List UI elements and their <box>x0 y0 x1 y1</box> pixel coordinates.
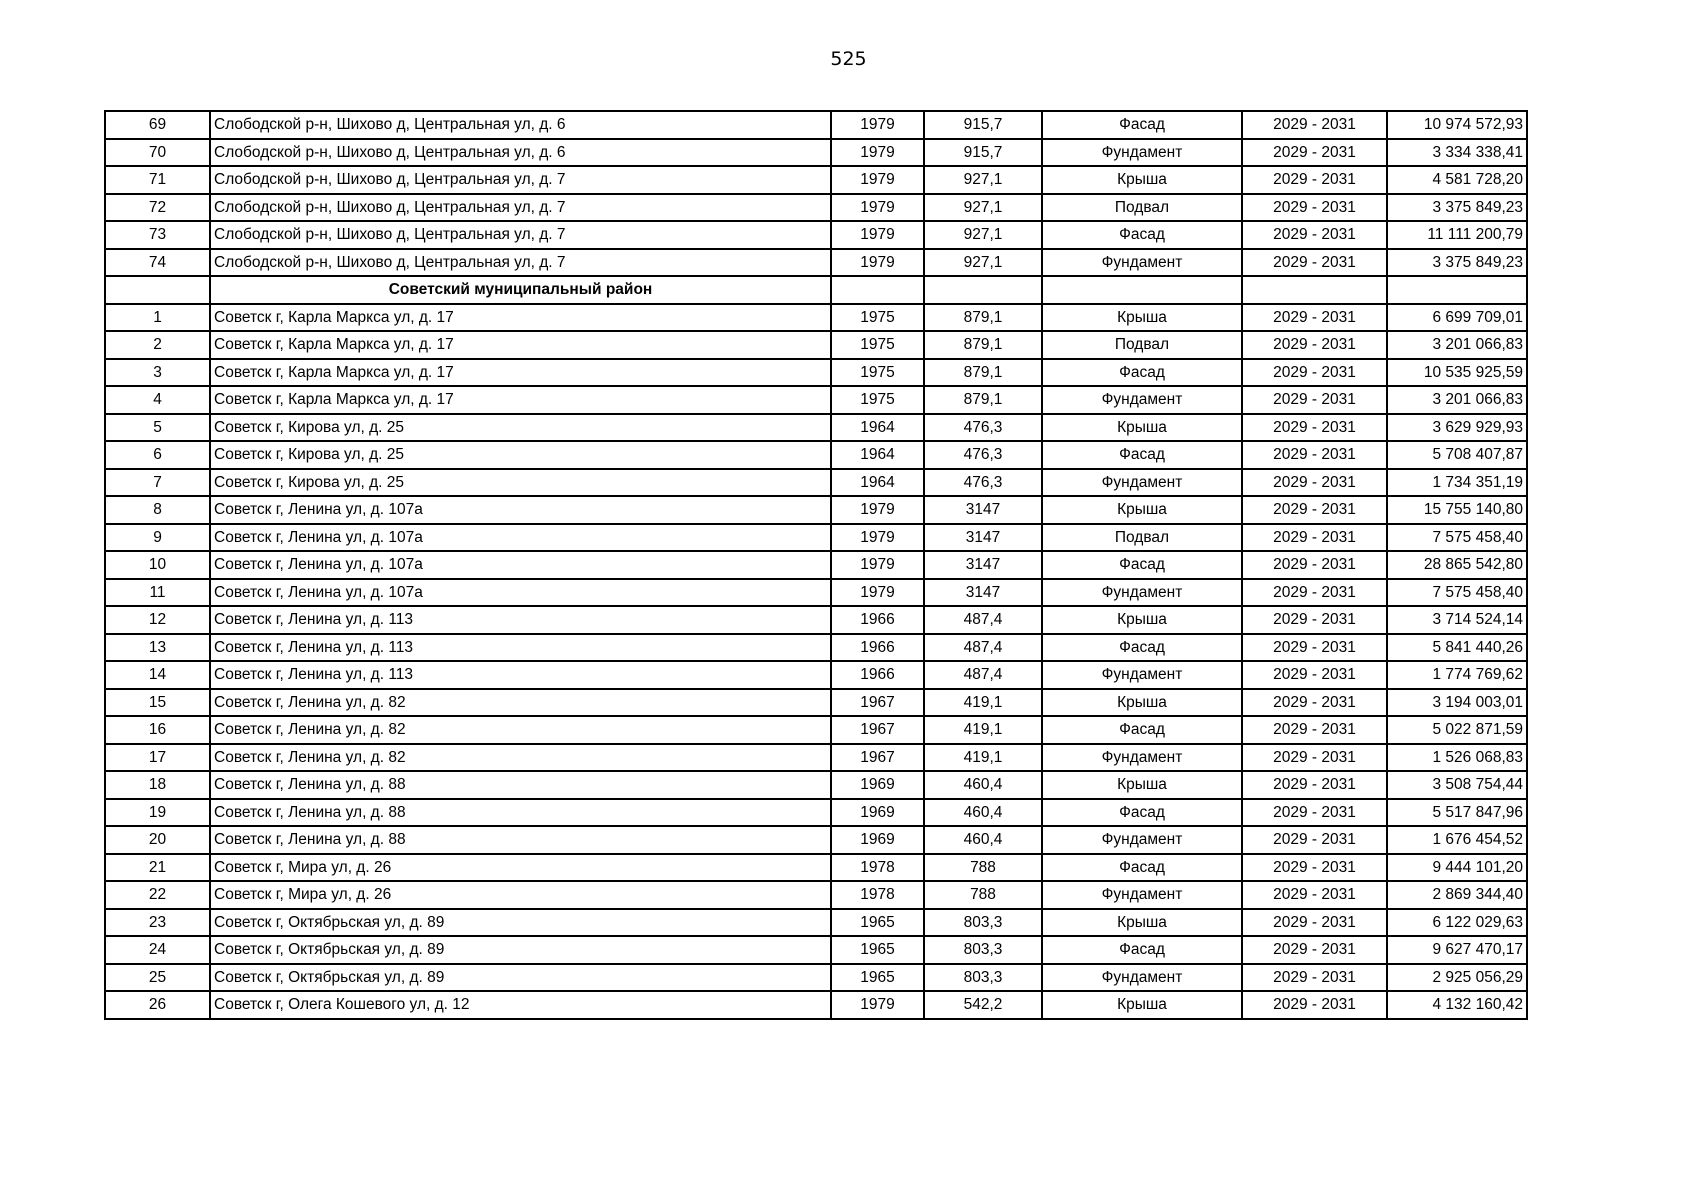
work-type-cell: Фасад <box>1042 359 1242 387</box>
area-cell: 788 <box>924 854 1042 882</box>
table-row <box>105 496 1527 524</box>
address-cell: Советск г, Олега Кошевого ул, д. 12 <box>210 991 831 1019</box>
year-cell: 1979 <box>831 221 924 249</box>
period-cell: 2029 - 2031 <box>1242 634 1387 662</box>
address-cell: Советск г, Ленина ул, д. 88 <box>210 799 831 827</box>
address-cell: Слободской р-н, Шихово д, Центральная ул, д. 6 <box>210 111 831 139</box>
period-cell: 2029 - 2031 <box>1242 414 1387 442</box>
year-cell: 1967 <box>831 689 924 717</box>
address-cell: Советск г, Карла Маркса ул, д. 17 <box>210 331 831 359</box>
table-row <box>105 221 1527 249</box>
table-row <box>105 661 1527 689</box>
period-cell: 2029 - 2031 <box>1242 111 1387 139</box>
section-header-body <box>105 276 1527 304</box>
table-row <box>105 634 1527 662</box>
row-number-cell: 20 <box>105 826 210 854</box>
row-number-cell: 15 <box>105 689 210 717</box>
cost-cell: 5 022 871,59 <box>1387 716 1527 744</box>
year-cell: 1979 <box>831 524 924 552</box>
table-row <box>105 441 1527 469</box>
area-cell: 419,1 <box>924 689 1042 717</box>
section-empty-cell <box>831 276 924 304</box>
period-cell: 2029 - 2031 <box>1242 661 1387 689</box>
table-row <box>105 359 1527 387</box>
work-type-cell: Подвал <box>1042 524 1242 552</box>
cost-cell: 10 535 925,59 <box>1387 359 1527 387</box>
work-type-cell: Фундамент <box>1042 386 1242 414</box>
year-cell: 1979 <box>831 111 924 139</box>
row-number-cell: 1 <box>105 304 210 332</box>
cost-cell: 7 575 458,40 <box>1387 579 1527 607</box>
work-type-cell: Фундамент <box>1042 579 1242 607</box>
row-number-cell: 22 <box>105 881 210 909</box>
table-row <box>105 826 1527 854</box>
address-cell: Слободской р-н, Шихово д, Центральная ул, д. 7 <box>210 249 831 277</box>
area-cell: 476,3 <box>924 441 1042 469</box>
table-row <box>105 194 1527 222</box>
section-empty-cell <box>1387 276 1527 304</box>
period-cell: 2029 - 2031 <box>1242 854 1387 882</box>
cost-cell: 5 708 407,87 <box>1387 441 1527 469</box>
section-title: Советский муниципальный район <box>210 276 831 304</box>
address-cell: Советск г, Кирова ул, д. 25 <box>210 441 831 469</box>
address-cell: Советск г, Ленина ул, д. 113 <box>210 634 831 662</box>
row-number-cell: 24 <box>105 936 210 964</box>
work-type-cell: Крыша <box>1042 606 1242 634</box>
work-type-cell: Фундамент <box>1042 826 1242 854</box>
period-cell: 2029 - 2031 <box>1242 689 1387 717</box>
row-number-cell: 69 <box>105 111 210 139</box>
period-cell: 2029 - 2031 <box>1242 771 1387 799</box>
table-row <box>105 111 1527 139</box>
cost-cell: 15 755 140,80 <box>1387 496 1527 524</box>
period-cell: 2029 - 2031 <box>1242 826 1387 854</box>
row-number-cell: 70 <box>105 139 210 167</box>
year-cell: 1964 <box>831 414 924 442</box>
period-cell: 2029 - 2031 <box>1242 139 1387 167</box>
work-type-cell: Фасад <box>1042 936 1242 964</box>
table-row <box>105 936 1527 964</box>
cost-cell: 9 627 470,17 <box>1387 936 1527 964</box>
cost-cell: 4 132 160,42 <box>1387 991 1527 1019</box>
period-cell: 2029 - 2031 <box>1242 166 1387 194</box>
cost-cell: 6 122 029,63 <box>1387 909 1527 937</box>
period-cell: 2029 - 2031 <box>1242 386 1387 414</box>
table-row <box>105 799 1527 827</box>
area-cell: 788 <box>924 881 1042 909</box>
year-cell: 1967 <box>831 716 924 744</box>
table-row <box>105 854 1527 882</box>
cost-cell: 6 699 709,01 <box>1387 304 1527 332</box>
area-cell: 419,1 <box>924 744 1042 772</box>
cost-cell: 1 676 454,52 <box>1387 826 1527 854</box>
cost-cell: 28 865 542,80 <box>1387 551 1527 579</box>
year-cell: 1969 <box>831 799 924 827</box>
year-cell: 1965 <box>831 936 924 964</box>
table-row <box>105 551 1527 579</box>
work-type-cell: Фасад <box>1042 551 1242 579</box>
area-cell: 879,1 <box>924 386 1042 414</box>
row-number-cell: 4 <box>105 386 210 414</box>
address-cell: Советск г, Кирова ул, д. 25 <box>210 469 831 497</box>
period-cell: 2029 - 2031 <box>1242 221 1387 249</box>
year-cell: 1964 <box>831 441 924 469</box>
cost-cell: 5 841 440,26 <box>1387 634 1527 662</box>
period-cell: 2029 - 2031 <box>1242 551 1387 579</box>
area-cell: 927,1 <box>924 194 1042 222</box>
table-row <box>105 881 1527 909</box>
area-cell: 476,3 <box>924 414 1042 442</box>
area-cell: 460,4 <box>924 771 1042 799</box>
cost-cell: 9 444 101,20 <box>1387 854 1527 882</box>
year-cell: 1979 <box>831 166 924 194</box>
cost-cell: 5 517 847,96 <box>1387 799 1527 827</box>
area-cell: 476,3 <box>924 469 1042 497</box>
address-cell: Советск г, Ленина ул, д. 107а <box>210 496 831 524</box>
section-empty-cell <box>1242 276 1387 304</box>
section-num-cell <box>105 276 210 304</box>
year-cell: 1979 <box>831 249 924 277</box>
area-cell: 3147 <box>924 524 1042 552</box>
address-cell: Слободской р-н, Шихово д, Центральная ул, д. 6 <box>210 139 831 167</box>
table-row <box>105 249 1527 277</box>
period-cell: 2029 - 2031 <box>1242 359 1387 387</box>
work-type-cell: Фундамент <box>1042 139 1242 167</box>
address-cell: Советск г, Карла Маркса ул, д. 17 <box>210 304 831 332</box>
row-number-cell: 19 <box>105 799 210 827</box>
address-cell: Советск г, Карла Маркса ул, д. 17 <box>210 359 831 387</box>
table-row <box>105 716 1527 744</box>
row-number-cell: 10 <box>105 551 210 579</box>
table-row <box>105 386 1527 414</box>
address-cell: Советск г, Ленина ул, д. 107а <box>210 524 831 552</box>
cost-cell: 3 194 003,01 <box>1387 689 1527 717</box>
row-number-cell: 18 <box>105 771 210 799</box>
row-number-cell: 26 <box>105 991 210 1019</box>
work-type-cell: Крыша <box>1042 496 1242 524</box>
area-cell: 460,4 <box>924 799 1042 827</box>
table-row <box>105 524 1527 552</box>
address-cell: Советск г, Ленина ул, д. 113 <box>210 606 831 634</box>
area-cell: 3147 <box>924 551 1042 579</box>
address-cell: Советск г, Ленина ул, д. 107а <box>210 551 831 579</box>
table-row <box>105 689 1527 717</box>
cost-cell: 1 734 351,19 <box>1387 469 1527 497</box>
address-cell: Советск г, Карла Маркса ул, д. 17 <box>210 386 831 414</box>
table-body-before <box>105 111 1527 276</box>
table-row <box>105 414 1527 442</box>
year-cell: 1965 <box>831 909 924 937</box>
period-cell: 2029 - 2031 <box>1242 304 1387 332</box>
area-cell: 487,4 <box>924 634 1042 662</box>
work-type-cell: Фасад <box>1042 111 1242 139</box>
area-cell: 879,1 <box>924 304 1042 332</box>
work-type-cell: Фундамент <box>1042 661 1242 689</box>
area-cell: 460,4 <box>924 826 1042 854</box>
work-type-cell: Подвал <box>1042 331 1242 359</box>
cost-cell: 3 201 066,83 <box>1387 331 1527 359</box>
address-cell: Советск г, Ленина ул, д. 82 <box>210 689 831 717</box>
work-type-cell: Фасад <box>1042 854 1242 882</box>
area-cell: 879,1 <box>924 331 1042 359</box>
cost-cell: 3 201 066,83 <box>1387 386 1527 414</box>
section-empty-cell <box>1042 276 1242 304</box>
year-cell: 1978 <box>831 854 924 882</box>
work-type-cell: Крыша <box>1042 771 1242 799</box>
area-cell: 915,7 <box>924 139 1042 167</box>
cost-cell: 1 774 769,62 <box>1387 661 1527 689</box>
table-row <box>105 606 1527 634</box>
work-type-cell: Фундамент <box>1042 469 1242 497</box>
area-cell: 803,3 <box>924 936 1042 964</box>
table-row <box>105 909 1527 937</box>
work-type-cell: Крыша <box>1042 304 1242 332</box>
work-type-cell: Фасад <box>1042 221 1242 249</box>
cost-cell: 2 869 344,40 <box>1387 881 1527 909</box>
area-cell: 3147 <box>924 496 1042 524</box>
year-cell: 1975 <box>831 386 924 414</box>
work-type-cell: Фундамент <box>1042 881 1242 909</box>
year-cell: 1975 <box>831 359 924 387</box>
period-cell: 2029 - 2031 <box>1242 991 1387 1019</box>
period-cell: 2029 - 2031 <box>1242 441 1387 469</box>
cost-cell: 3 629 929,93 <box>1387 414 1527 442</box>
cost-cell: 2 925 056,29 <box>1387 964 1527 992</box>
address-cell: Советск г, Кирова ул, д. 25 <box>210 414 831 442</box>
data-table <box>104 110 1528 1020</box>
area-cell: 803,3 <box>924 909 1042 937</box>
row-number-cell: 21 <box>105 854 210 882</box>
table-row <box>105 139 1527 167</box>
section-header-row <box>105 276 1527 304</box>
table-row <box>105 964 1527 992</box>
row-number-cell: 7 <box>105 469 210 497</box>
work-type-cell: Фундамент <box>1042 744 1242 772</box>
area-cell: 803,3 <box>924 964 1042 992</box>
address-cell: Слободской р-н, Шихово д, Центральная ул, д. 7 <box>210 221 831 249</box>
period-cell: 2029 - 2031 <box>1242 524 1387 552</box>
year-cell: 1979 <box>831 551 924 579</box>
year-cell: 1966 <box>831 606 924 634</box>
cost-cell: 3 508 754,44 <box>1387 771 1527 799</box>
cost-cell: 11 111 200,79 <box>1387 221 1527 249</box>
row-number-cell: 74 <box>105 249 210 277</box>
address-cell: Советск г, Октябрьская ул, д. 89 <box>210 964 831 992</box>
cost-cell: 3 714 524,14 <box>1387 606 1527 634</box>
year-cell: 1967 <box>831 744 924 772</box>
work-type-cell: Фасад <box>1042 799 1242 827</box>
row-number-cell: 17 <box>105 744 210 772</box>
address-cell: Советск г, Мира ул, д. 26 <box>210 881 831 909</box>
period-cell: 2029 - 2031 <box>1242 799 1387 827</box>
row-number-cell: 25 <box>105 964 210 992</box>
year-cell: 1979 <box>831 579 924 607</box>
year-cell: 1975 <box>831 304 924 332</box>
row-number-cell: 71 <box>105 166 210 194</box>
row-number-cell: 73 <box>105 221 210 249</box>
year-cell: 1979 <box>831 991 924 1019</box>
year-cell: 1964 <box>831 469 924 497</box>
address-cell: Слободской р-н, Шихово д, Центральная ул, д. 7 <box>210 166 831 194</box>
work-type-cell: Крыша <box>1042 414 1242 442</box>
year-cell: 1969 <box>831 771 924 799</box>
area-cell: 487,4 <box>924 606 1042 634</box>
period-cell: 2029 - 2031 <box>1242 331 1387 359</box>
cost-cell: 3 375 849,23 <box>1387 194 1527 222</box>
section-empty-cell <box>924 276 1042 304</box>
period-cell: 2029 - 2031 <box>1242 716 1387 744</box>
period-cell: 2029 - 2031 <box>1242 496 1387 524</box>
area-cell: 487,4 <box>924 661 1042 689</box>
address-cell: Советск г, Октябрьская ул, д. 89 <box>210 909 831 937</box>
area-cell: 927,1 <box>924 249 1042 277</box>
cost-cell: 3 375 849,23 <box>1387 249 1527 277</box>
work-type-cell: Фундамент <box>1042 249 1242 277</box>
address-cell: Советск г, Мира ул, д. 26 <box>210 854 831 882</box>
cost-cell: 7 575 458,40 <box>1387 524 1527 552</box>
year-cell: 1979 <box>831 496 924 524</box>
period-cell: 2029 - 2031 <box>1242 744 1387 772</box>
period-cell: 2029 - 2031 <box>1242 909 1387 937</box>
area-cell: 542,2 <box>924 991 1042 1019</box>
year-cell: 1978 <box>831 881 924 909</box>
address-cell: Слободской р-н, Шихово д, Центральная ул, д. 7 <box>210 194 831 222</box>
table-body-after <box>105 304 1527 1019</box>
work-type-cell: Крыша <box>1042 166 1242 194</box>
row-number-cell: 9 <box>105 524 210 552</box>
work-type-cell: Крыша <box>1042 689 1242 717</box>
address-cell: Советск г, Октябрьская ул, д. 89 <box>210 936 831 964</box>
table-row <box>105 331 1527 359</box>
address-cell: Советск г, Ленина ул, д. 82 <box>210 744 831 772</box>
work-type-cell: Крыша <box>1042 991 1242 1019</box>
table-row <box>105 744 1527 772</box>
area-cell: 3147 <box>924 579 1042 607</box>
year-cell: 1979 <box>831 139 924 167</box>
row-number-cell: 16 <box>105 716 210 744</box>
row-number-cell: 13 <box>105 634 210 662</box>
row-number-cell: 72 <box>105 194 210 222</box>
address-cell: Советск г, Ленина ул, д. 88 <box>210 826 831 854</box>
table-row <box>105 469 1527 497</box>
row-number-cell: 12 <box>105 606 210 634</box>
cost-cell: 1 526 068,83 <box>1387 744 1527 772</box>
area-cell: 927,1 <box>924 221 1042 249</box>
cost-cell: 3 334 338,41 <box>1387 139 1527 167</box>
table-row <box>105 166 1527 194</box>
address-cell: Советск г, Ленина ул, д. 82 <box>210 716 831 744</box>
work-type-cell: Подвал <box>1042 194 1242 222</box>
period-cell: 2029 - 2031 <box>1242 579 1387 607</box>
row-number-cell: 6 <box>105 441 210 469</box>
period-cell: 2029 - 2031 <box>1242 249 1387 277</box>
work-type-cell: Фасад <box>1042 441 1242 469</box>
row-number-cell: 14 <box>105 661 210 689</box>
period-cell: 2029 - 2031 <box>1242 964 1387 992</box>
table-row <box>105 991 1527 1019</box>
work-type-cell: Крыша <box>1042 909 1242 937</box>
table-row <box>105 304 1527 332</box>
cost-cell: 4 581 728,20 <box>1387 166 1527 194</box>
area-cell: 927,1 <box>924 166 1042 194</box>
year-cell: 1966 <box>831 634 924 662</box>
row-number-cell: 11 <box>105 579 210 607</box>
row-number-cell: 23 <box>105 909 210 937</box>
cost-cell: 10 974 572,93 <box>1387 111 1527 139</box>
work-type-cell: Фасад <box>1042 716 1242 744</box>
area-cell: 419,1 <box>924 716 1042 744</box>
period-cell: 2029 - 2031 <box>1242 469 1387 497</box>
table-row <box>105 579 1527 607</box>
year-cell: 1966 <box>831 661 924 689</box>
year-cell: 1965 <box>831 964 924 992</box>
work-type-cell: Фасад <box>1042 634 1242 662</box>
period-cell: 2029 - 2031 <box>1242 606 1387 634</box>
period-cell: 2029 - 2031 <box>1242 881 1387 909</box>
period-cell: 2029 - 2031 <box>1242 194 1387 222</box>
year-cell: 1979 <box>831 194 924 222</box>
area-cell: 879,1 <box>924 359 1042 387</box>
work-type-cell: Фундамент <box>1042 964 1242 992</box>
address-cell: Советск г, Ленина ул, д. 88 <box>210 771 831 799</box>
page-number: 525 <box>830 48 867 70</box>
row-number-cell: 5 <box>105 414 210 442</box>
row-number-cell: 2 <box>105 331 210 359</box>
year-cell: 1969 <box>831 826 924 854</box>
period-cell: 2029 - 2031 <box>1242 936 1387 964</box>
row-number-cell: 3 <box>105 359 210 387</box>
year-cell: 1975 <box>831 331 924 359</box>
row-number-cell: 8 <box>105 496 210 524</box>
table-row <box>105 771 1527 799</box>
address-cell: Советск г, Ленина ул, д. 107а <box>210 579 831 607</box>
address-cell: Советск г, Ленина ул, д. 113 <box>210 661 831 689</box>
area-cell: 915,7 <box>924 111 1042 139</box>
